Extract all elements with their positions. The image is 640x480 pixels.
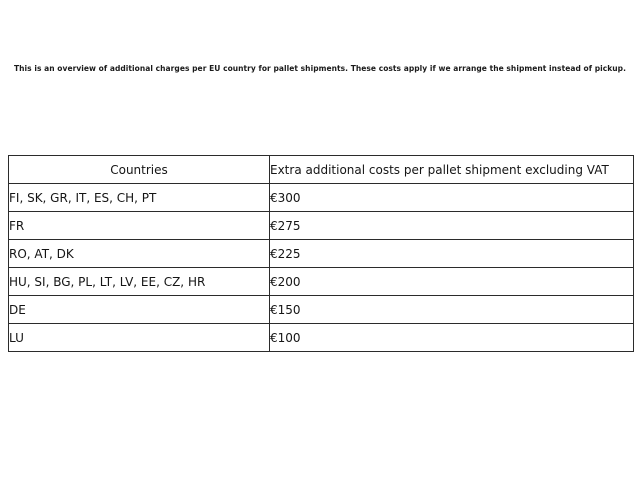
country-cell: DE: [9, 296, 270, 324]
table-header-row: [9, 156, 634, 184]
table-row: [9, 324, 634, 352]
cost-cell: €200: [270, 268, 634, 296]
charges-table: [8, 155, 634, 352]
cost-cell: €275: [270, 212, 634, 240]
cost-cell: €100: [270, 324, 634, 352]
countries-header-cell: Countries: [9, 156, 270, 184]
country-cell: FR: [9, 212, 270, 240]
country-cell: FI, SK, GR, IT, ES, CH, PT: [9, 184, 270, 212]
cost-cell: €225: [270, 240, 634, 268]
table-row: [9, 240, 634, 268]
intro-text: This is an overview of additional charges per EU country for pallet shipments. These costs apply if we arrange the shipment instead of pickup.: [14, 64, 626, 73]
table-row: [9, 212, 634, 240]
cost-cell: €150: [270, 296, 634, 324]
table-body: [9, 184, 634, 352]
cost-cell: €300: [270, 184, 634, 212]
country-cell: LU: [9, 324, 270, 352]
country-cell: HU, SI, BG, PL, LT, LV, EE, CZ, HR: [9, 268, 270, 296]
country-cell: RO, AT, DK: [9, 240, 270, 268]
table-row: [9, 184, 634, 212]
costs-header-cell: Extra additional costs per pallet shipment excluding VAT: [270, 156, 634, 184]
table-row: [9, 268, 634, 296]
table-row: [9, 296, 634, 324]
table-header: [9, 156, 634, 184]
